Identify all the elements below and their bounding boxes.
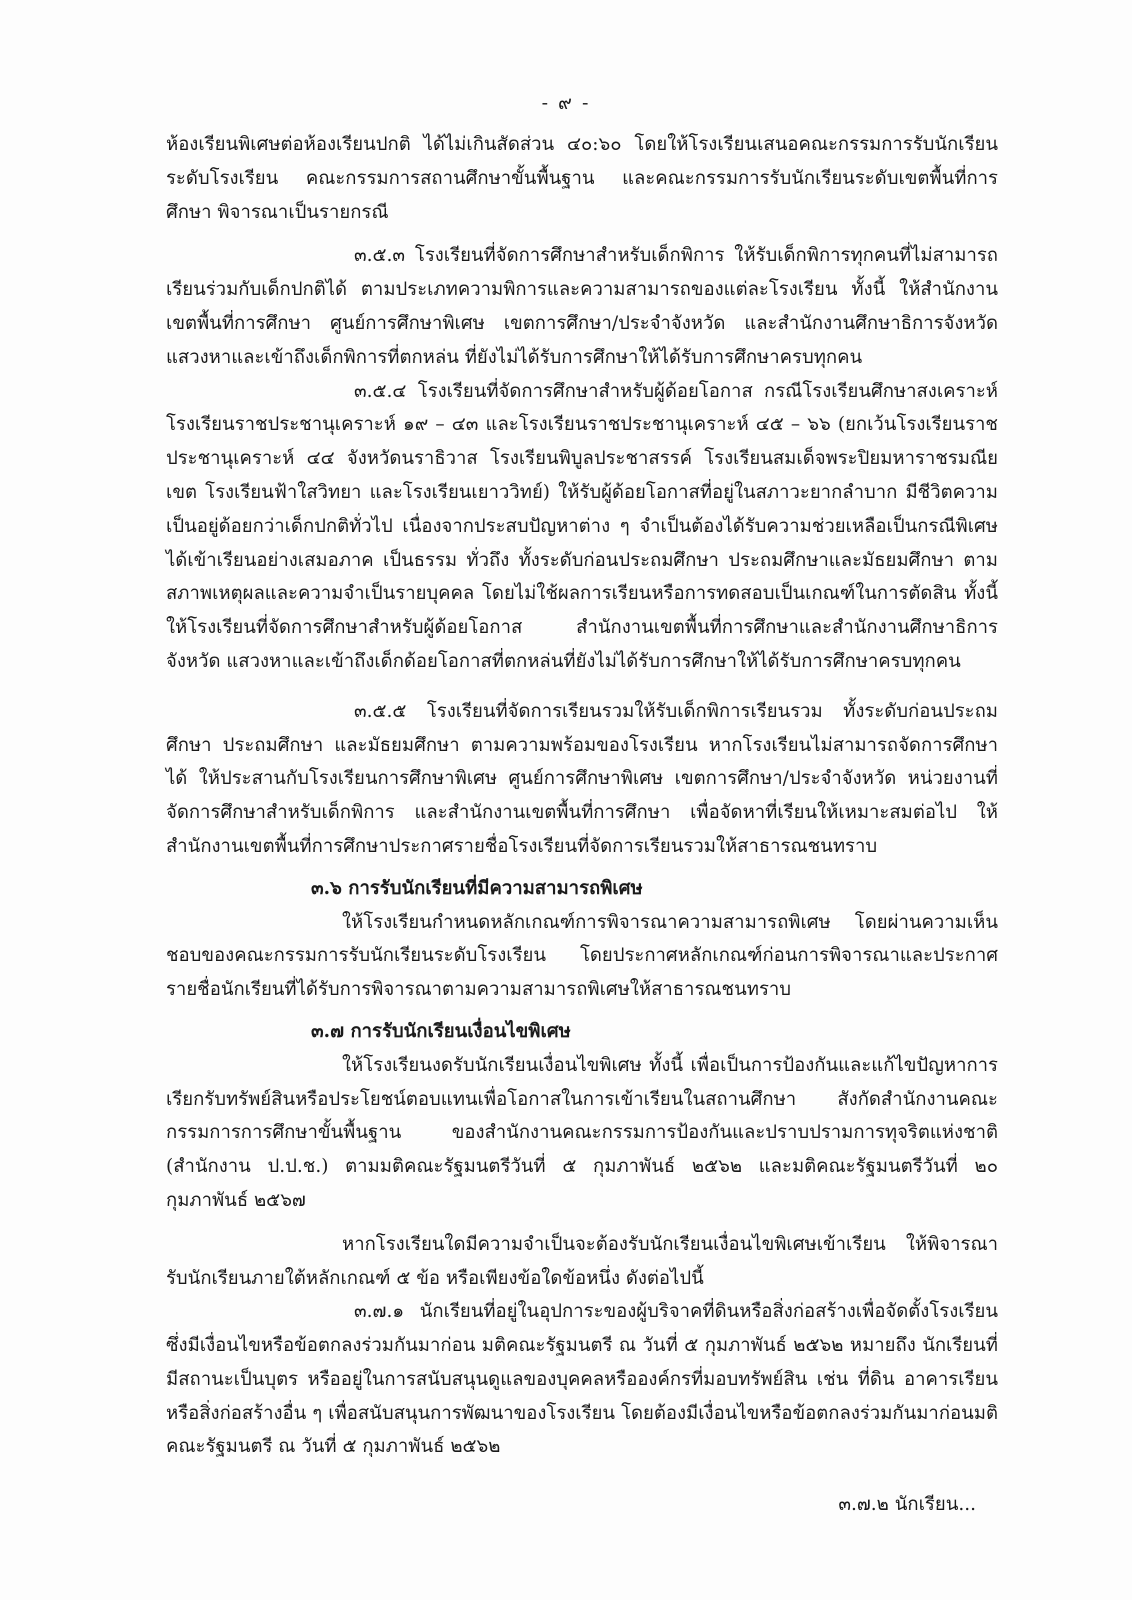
heading-3-7: ๓.๗ การรับนักเรียนเงื่อนไขพิเศษ [311,1020,571,1042]
continuation-marker: ๓.๗.๒ นักเรียน... [838,1494,976,1515]
paragraph-special-classroom-ratio: ห้องเรียนพิเศษต่อห้องเรียนปกติ ได้ไม่เกินสัดส่วน ๔๐:๖๐ โดยให้โรงเรียนเสนอคณะกรรมการรับนักเรียนระดับโรงเรียน คณะกรรมการสถานศึกษาขั้นพื้นฐาน และคณะกรรมการรับนักเรียนระดับเขตพื้นที่การศึกษา พิจารณาเป็นรายกรณี [166,134,998,223]
paragraph-3-7-criteria-intro: หากโรงเรียนใดมีความจำเป็นจะต้องรับนักเรียนเงื่อนไขพิเศษเข้าเรียน ให้พิจารณารับนักเรียนภายใต้หลักเกณฑ์ ๕ ข้อ หรือเพียงข้อใดข้อหนึ่ง ดังต่อไปนี้ [166,1233,998,1289]
paragraph-3-7-1: ๓.๗.๑ นักเรียนที่อยู่ในอุปการะของผู้บริจาคที่ดินหรือสิ่งก่อสร้างเพื่อจัดตั้งโรงเรียนซึ่งมีเงื่อนไขหรือข้อตกลงร่วมกันมาก่อน มติคณะรัฐมนตรี ณ วันที่ ๕ กุมภาพันธ์ ๒๕๖๒ หมายถึง นักเรียนที่มีสถานะเป็นบุตร หรืออยู่ในการสนับสนุนดูแลของบุคคลหรือองค์กรที่มอบทรัพย์สิน เช่น ที่ดิน อาคารเรียนหรือสิ่งก่อสร้างอื่น ๆ เพื่อสนับสนุนการพัฒนาของโรงเรียน โดยต้องมีเงื่อนไขหรือข้อตกลงร่วมกันมาก่อนมติคณะรัฐมนตรี ณ วันที่ ๕ กุมภาพันธ์ ๒๕๖๒ [166,1301,998,1458]
paragraph-3-6-body: ให้โรงเรียนกำหนดหลักเกณฑ์การพิจารณาความสามารถพิเศษ โดยผ่านความเห็นชอบของคณะกรรมการรับนักเรียนระดับโรงเรียน โดยประกาศหลักเกณฑ์ก่อนการพิจารณาและประกาศรายชื่อนักเรียนที่ได้รับการพิจารณาตามความสามารถพิเศษให้สาธารณชนทราบ [166,911,998,1001]
heading-3-6: ๓.๖ การรับนักเรียนที่มีความสามารถพิเศษ [311,877,643,899]
page-number: - ๙ - [541,92,591,114]
paragraph-3-5-3: ๓.๕.๓ โรงเรียนที่จัดการศึกษาสำหรับเด็กพิการ ให้รับเด็กพิการทุกคนที่ไม่สามารถเรียนร่วมกับเด็กปกติได้ ตามประเภทความพิการและความสามารถของแต่ละโรงเรียน ทั้งนี้ ให้สำนักงานเขตพื้นที่การศึกษา ศูนย์การศึกษาพิเศษ เขตการศึกษา/ประจำจังหวัด และสำนักงานศึกษาธิการจังหวัด แสวงหาและเข้าถึงเด็กพิการที่ตกหล่น ที่ยังไม่ได้รับการศึกษาให้ได้รับการศึกษาครบทุกคน [166,245,998,368]
paragraph-3-7-body: ให้โรงเรียนงดรับนักเรียนเงื่อนไขพิเศษ ทั้งนี้ เพื่อเป็นการป้องกันและแก้ไขปัญหาการเรียกรับทรัพย์สินหรือประโยชน์ตอบแทนเพื่อโอกาสในการเข้าเรียนในสถานศึกษา สังกัดสำนักงานคณะกรรมการการศึกษาขั้นพื้นฐาน ของสำนักงานคณะกรรมการป้องกันและปราบปรามการทุจริตแห่งชาติ (สำนักงาน ป.ป.ช.) ตามมติคณะรัฐมนตรีวันที่ ๕ กุมภาพันธ์ ๒๕๖๒ และมติคณะรัฐมนตรีวันที่ ๒๐ กุมภาพันธ์ ๒๕๖๗ [166,1054,998,1211]
document-body [166,128,998,1464]
paragraph-3-5-4: ๓.๕.๔ โรงเรียนที่จัดการศึกษาสำหรับผู้ด้อยโอกาส กรณีโรงเรียนศึกษาสงเคราะห์ โรงเรียนราชประชานุเคราะห์ ๑๙ – ๔๓ และโรงเรียนราชประชานุเคราะห์ ๔๕ – ๖๖ (ยกเว้นโรงเรียนราชประชานุเคราะห์ ๔๔ จังหวัดนราธิวาส โรงเรียนพิบูลประชาสรรค์ โรงเรียนสมเด็จพระปิยมหาราชรมณียเขต โรงเรียนฟ้าใสวิทยา และโรงเรียนเยาววิทย์) ให้รับผู้ด้อยโอกาสที่อยู่ในสภาวะยากลำบาก มีชีวิตความเป็นอยู่ด้อยกว่าเด็กปกติทั่วไป เนื่องจากประสบปัญหาต่าง ๆ จำเป็นต้องได้รับความช่วยเหลือเป็นกรณีพิเศษ ได้เข้าเรียนอย่างเสมอภาค เป็นธรรม ทั่วถึง ทั้งระดับก่อนประถมศึกษา ประถมศึกษาและมัธยมศึกษา ตามสภาพเหตุผลและความจำเป็นรายบุคคล โดยไม่ใช้ผลการเรียนหรือการทดสอบเป็นเกณฑ์ในการตัดสิน ทั้งนี้ ให้โรงเรียนที่จัดการศึกษาสำหรับผู้ด้อยโอกาส สำนักงานเขตพื้นที่การศึกษาและสำนักงานศึกษาธิการจังหวัด แสวงหาและเข้าถึงเด็กด้อยโอกาสที่ตกหล่นที่ยังไม่ได้รับการศึกษาให้ได้รับการศึกษาครบทุกคน [166,380,998,672]
paragraph-3-5-5: ๓.๕.๕ โรงเรียนที่จัดการเรียนรวมให้รับเด็กพิการเรียนรวม ทั้งระดับก่อนประถมศึกษา ประถมศึกษา และมัธยมศึกษา ตามความพร้อมของโรงเรียน หากโรงเรียนไม่สามารถจัดการศึกษาได้ ให้ประสานกับโรงเรียนการศึกษาพิเศษ ศูนย์การศึกษาพิเศษ เขตการศึกษา/ประจำจังหวัด หน่วยงานที่จัดการศึกษาสำหรับเด็กพิการ และสำนักงานเขตพื้นที่การศึกษา เพื่อจัดหาที่เรียนให้เหมาะสมต่อไป ให้สำนักงานเขตพื้นที่การศึกษาประกาศรายชื่อโรงเรียนที่จัดการเรียนรวมให้สาธารณชนทราบ [166,700,998,857]
